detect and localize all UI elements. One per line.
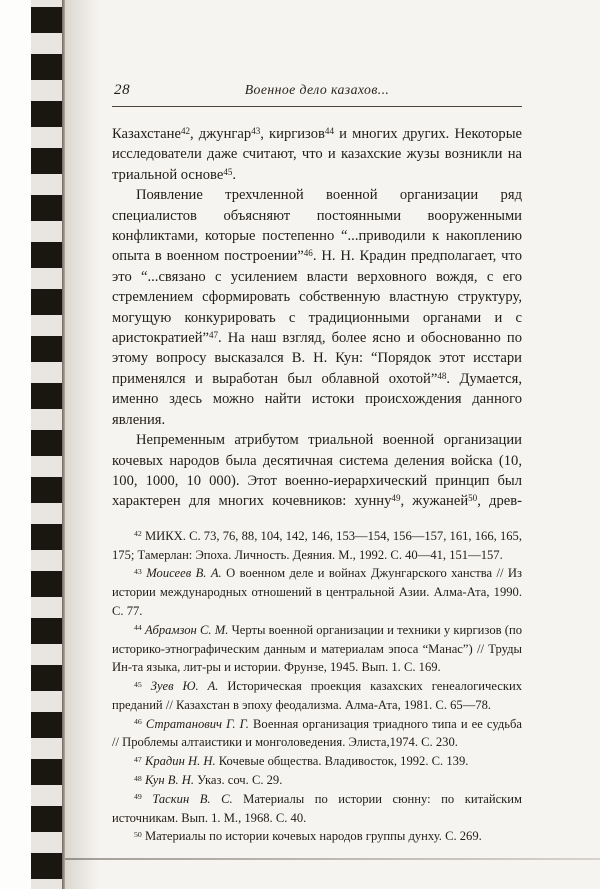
footnote: $^{46}$ Стратанович Г. Г. Военная организация триадного типа и ее судьба // Проблемы алтаистики и монголоведения. Элиста,1974. С. 230. [112,716,522,750]
comb-binding [31,0,62,889]
page-bottom-edge [65,858,600,860]
paragraph: Появление трехчленной военной организации ряд специалистов объясняют постоянными вооруженными конфликтами, которые постепенно “...приводили к накоплению опыта в военном построении”$^{46}$. Н. Н. Крадин предполагает, что это “...связано с усилением власти верховного вождя, с его стремлением сформировать собственную властную структуру, могущую конкурировать с традиционными органами и с аристократией”$^{47}$. На наш взгляд, более ясно и обоснованно по этому вопросу высказался В. Н. Кун: “Порядок этот исстари применялся и выработан был облавной охотой”$^{48}$. Думается, именно здесь можно найти истоки происхождения данного явления. [112,187,522,428]
paragraph: Казахстане$^{42}$, джунгар$^{43}$, киргизов$^{44}$ и многих других. Некоторые исследователи даже считают, что и казахские жузы возникли на триальной основе$^{45}$. [112,125,522,183]
footnote: $^{50}$ Материалы по истории кочевых народов группы дунху. С. 269. [134,829,482,844]
footnote: $^{44}$ Абрамзон С. М. Черты военной организации и техники у киргизов (по историко-этнографическим данным и материалам эпоса “Манас”) // Труды Ин-та языка, лит-ры и истории. Фрунзе, 1945. Вып. 1. С. 169. [112,622,522,675]
footnote: $^{48}$ Кун В. Н. Указ. соч. С. 29. [134,773,283,788]
footnote: $^{47}$ Крадин Н. Н. Кочевые общества. Владивосток, 1992. С. 139. [134,754,469,769]
page-number: 28 [114,82,131,98]
page-content [112,82,522,846]
body-text [112,124,522,512]
footnote: $^{42}$ МИКХ. С. 73, 76, 88, 104, 142, 146, 153—154, 156—157, 161, 166, 165, 175; Тамерлан: Эпоха. Личность. Деяния. М., 1992. С. 40—41, 151—157. [112,528,522,562]
running-title: Военное дело казахов... [244,82,390,97]
footnote: $^{45}$ Зуев Ю. А. Историческая проекция казахских генеалогических преданий // Казахстан в эпоху феодализма. Алма-Ата, 1981. С. 65—78. [112,679,522,712]
gutter-shadow [65,0,99,889]
footnote: $^{49}$ Таскин В. С. Материалы по истории сюнну: по китайским источникам. Вып. 1. М., 1968. С. 40. [112,791,522,825]
page-header [112,82,522,102]
scanner-margin [0,0,31,889]
footnotes-block [112,527,522,847]
header-rule [112,106,522,107]
footnote: $^{43}$ Моисеев В. А. О военном деле и войнах Джунгарского ханства // Из истории международных отношений в центральной Азии. Алма-Ата, 1990. С. 77. [112,566,522,618]
paragraph: Непременным атрибутом триальной военной организации кочевых народов была десятичная система деления войска (10, 100, 1000, 10 000). Этот военно-иерархический принцип был характерен для многих кочевников: хунну$^{49}$, жужаней$^{50}$, древ- [112,432,522,510]
